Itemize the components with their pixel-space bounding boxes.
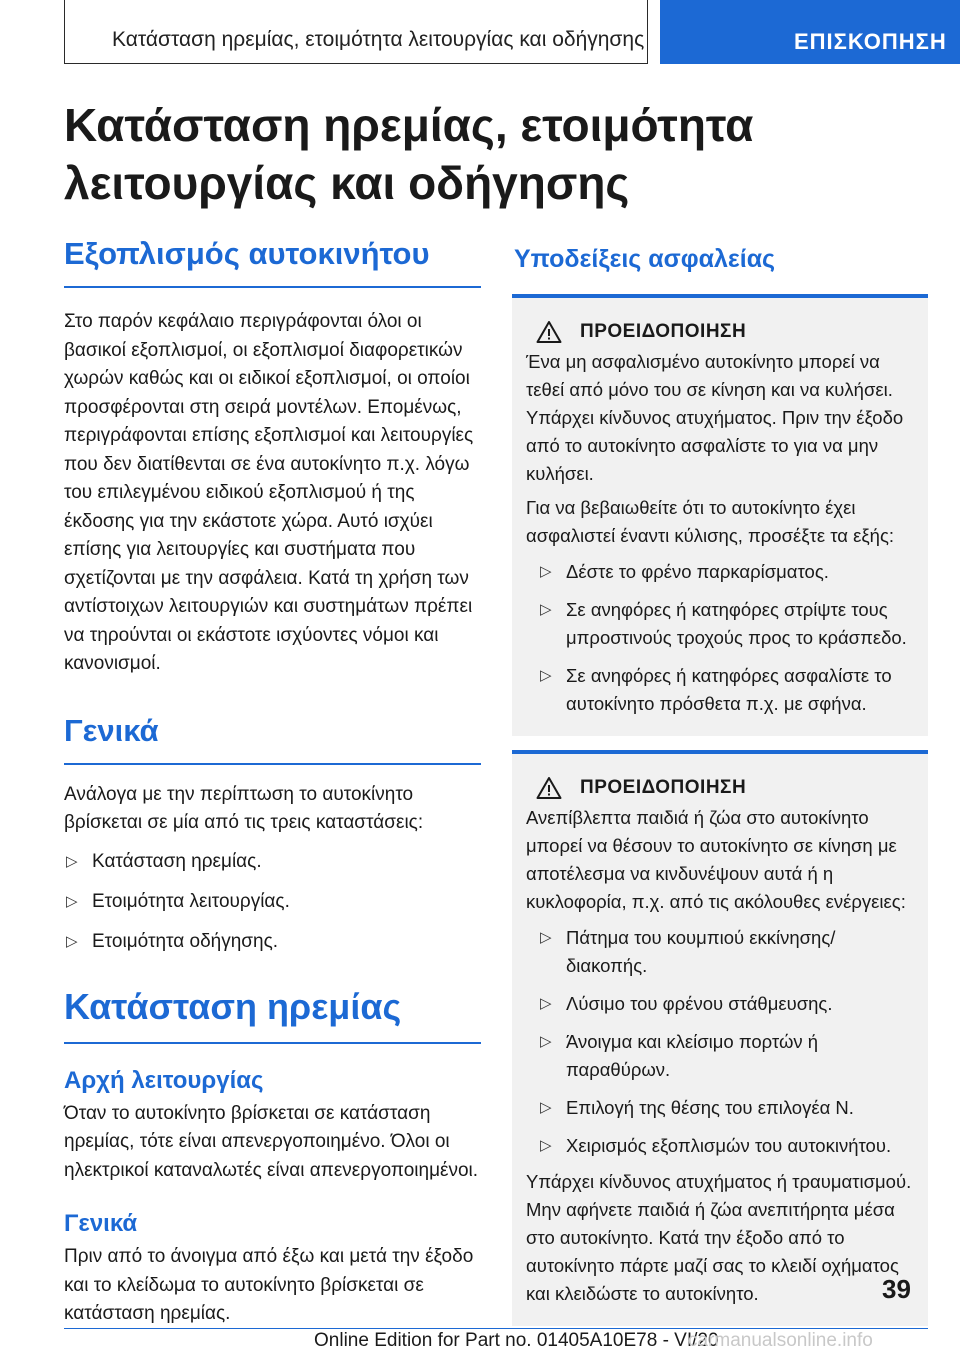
page-number: 39 [882, 1274, 911, 1304]
triangle-right-icon: ▷ [540, 563, 552, 580]
left-column [64, 236, 481, 1329]
page-title: Κατάσταση ηρεμίας, ετοιμότητα λειτουργίας και οδήγησης [64, 99, 754, 209]
list-item: ▷ Λύσιμο του φρένου στάθμευσης. [538, 990, 914, 1018]
principle-heading: Αρχή λειτουργίας [64, 1066, 264, 1094]
warning-text: Υπάρχει κίνδυνος ατυχήματος ή τραυματισμού. Μην αφήνετε παιδιά ή ζώα ανεπιτήρητα μέσα στο αυτοκίνητο. Κατά την έξοδο από το αυτοκίνητο πάρτε μαζί σας το κλειδί οχήματος και κλειδώστε το αυτοκίνητο. [526, 1171, 912, 1304]
triangle-right-icon: ▷ [540, 667, 552, 684]
triangle-right-icon: ▷ [540, 1033, 552, 1050]
rest-heading: Κατάσταση ηρεμίας [64, 986, 481, 1044]
safety-heading: Υποδείξεις ασφαλείας [514, 245, 776, 273]
warning-text: Ανεπίβλεπτα παιδιά ή ζώα στο αυτοκίνητο μπορεί να θέσουν το αυτοκίνητο σε κίνηση με αποτέλεσμα να κινδυνέψουν αυτά ή η κυκλοφορία, π.χ. από τις ακόλουθες ενέργειες: [526, 807, 906, 912]
warning-label: ΠΡΟΕΙΔΟΠΟΙΗΣΗ [580, 777, 747, 798]
footer-edition: Online Edition for Part no. 01405A10E78 - VI/20 [314, 1330, 719, 1351]
list-item: ▷ Ετοιμότητα λειτουργίας. [64, 888, 481, 916]
triangle-right-icon: ▷ [66, 892, 78, 910]
warning-label: ΠΡΟΕΙΔΟΠΟΙΗΣΗ [580, 321, 747, 342]
triangle-right-icon: ▷ [540, 1099, 552, 1116]
list-item: ▷ Επιλογή της θέσης του επιλογέα N. [538, 1094, 914, 1122]
warning-list [526, 924, 914, 1160]
triangle-right-icon: ▷ [66, 932, 78, 950]
header-chapter-title: Κατάσταση ηρεμίας, ετοιμότητα λειτουργίας και οδήγησης [112, 28, 645, 51]
principle-text: Όταν το αυτοκίνητο βρίσκεται σε κατάσταση ηρεμίας, τότε είναι απενεργοποιημένο. Όλοι οι ηλεκτρικοί καταναλωτές είναι απενεργοποιημένοι. [64, 1102, 479, 1181]
warning-header [536, 776, 914, 800]
equipment-heading: Εξοπλισμός αυτοκινήτου [64, 236, 481, 288]
triangle-right-icon: ▷ [540, 929, 552, 946]
equipment-text: Στο παρόν κεφάλαιο περιγράφονται όλοι οι βασικοί εξοπλισμοί, οι εξοπλισμοί διαφορετικών χωρών καθώς και οι ειδικοί εξοπλισμοί, οι οποίοι προσφέρονται στη σειρά μοντέλων. Επομένως, περιγράφονται επίσης εξοπλισμοί και λειτουργίες που δεν διατίθενται σε ένα αυτοκίνητο π.χ. λόγω του επιλεγμένου ειδικού εξοπλισμού ή της έκδοσης για την εκάστοτε χώρα. Αυτό ισχύει επίσης για λειτουργίες και συστήματα που σχετίζονται με την ασφάλεια. Κατά τη χρήση των αντίστοιχων λειτουργιών και συστημάτων πρέπει να τηρούνται οι εκάστοτε ισχύοντες νόμοι και κανονισμοί. [64, 311, 474, 674]
footer-watermark[interactable]: carmanualsonline.info [688, 1330, 873, 1351]
warning-box-2 [512, 750, 928, 1326]
list-item: ▷ Δέστε το φρένο παρκαρίσματος. [538, 558, 914, 586]
header-tab-overview[interactable]: ΕΠΙΣΚΟΠΗΣΗ [660, 0, 960, 64]
warning-text: Για να βεβαιωθείτε ότι το αυτοκίνητο έχει ασφαλιστεί έναντι κύλισης, προσέξτε τα εξής: [526, 497, 894, 546]
triangle-right-icon: ▷ [540, 601, 552, 618]
list-item: ▷ Άνοιγμα και κλείσιμο πορτών ή παραθύρων. [538, 1028, 914, 1084]
rest-general-heading: Γενικά [64, 1210, 138, 1237]
footer-divider [64, 1328, 928, 1329]
list-item: ▷ Πάτημα του κουμπιού εκκίνησης/διακοπής. [538, 924, 914, 980]
general-text: Ανάλογα με την περίπτωση το αυτοκίνητο βρίσκεται σε μία από τις τρεις καταστάσεις: [64, 783, 424, 833]
list-item: ▷ Ετοιμότητα οδήγησης. [64, 928, 481, 956]
warning-box-1 [512, 294, 928, 736]
warning-list [526, 558, 914, 718]
triangle-right-icon: ▷ [540, 1137, 552, 1154]
general-list [64, 848, 481, 956]
warning-triangle-icon [536, 776, 562, 800]
list-item: ▷ Χειρισμός εξοπλισμών του αυτοκινήτου. [538, 1132, 914, 1160]
triangle-right-icon: ▷ [66, 852, 78, 870]
warning-triangle-icon [536, 320, 562, 344]
general-heading: Γενικά [64, 713, 481, 765]
triangle-right-icon: ▷ [540, 995, 552, 1012]
rest-general-text: Πριν από το άνοιγμα από έξω και μετά την έξοδο και το κλείδωμα το αυτοκίνητο βρίσκεται σε κατάσταση ηρεμίας. [64, 1246, 474, 1324]
list-item: ▷ Κατάσταση ηρεμίας. [64, 848, 481, 876]
warning-header [536, 320, 914, 344]
list-item: ▷ Σε ανηφόρες ή κατηφόρες ασφαλίστε το αυτοκίνητο πρόσθετα π.χ. με σφήνα. [538, 662, 914, 718]
right-column [512, 236, 928, 1326]
list-item: ▷ Σε ανηφόρες ή κατηφόρες στρίψτε τους μπροστινούς τροχούς προς το κράσπεδο. [538, 596, 914, 652]
warning-text: Ένα μη ασφαλισμένο αυτοκίνητο μπορεί να τεθεί από μόνο του σε κίνηση και να κυλήσει. Υπάρχει κίνδυνος ατυχήματος. Πριν την έξοδο από το αυτοκίνητο ασφαλίστε το για να μην κυλήσει. [526, 351, 904, 484]
